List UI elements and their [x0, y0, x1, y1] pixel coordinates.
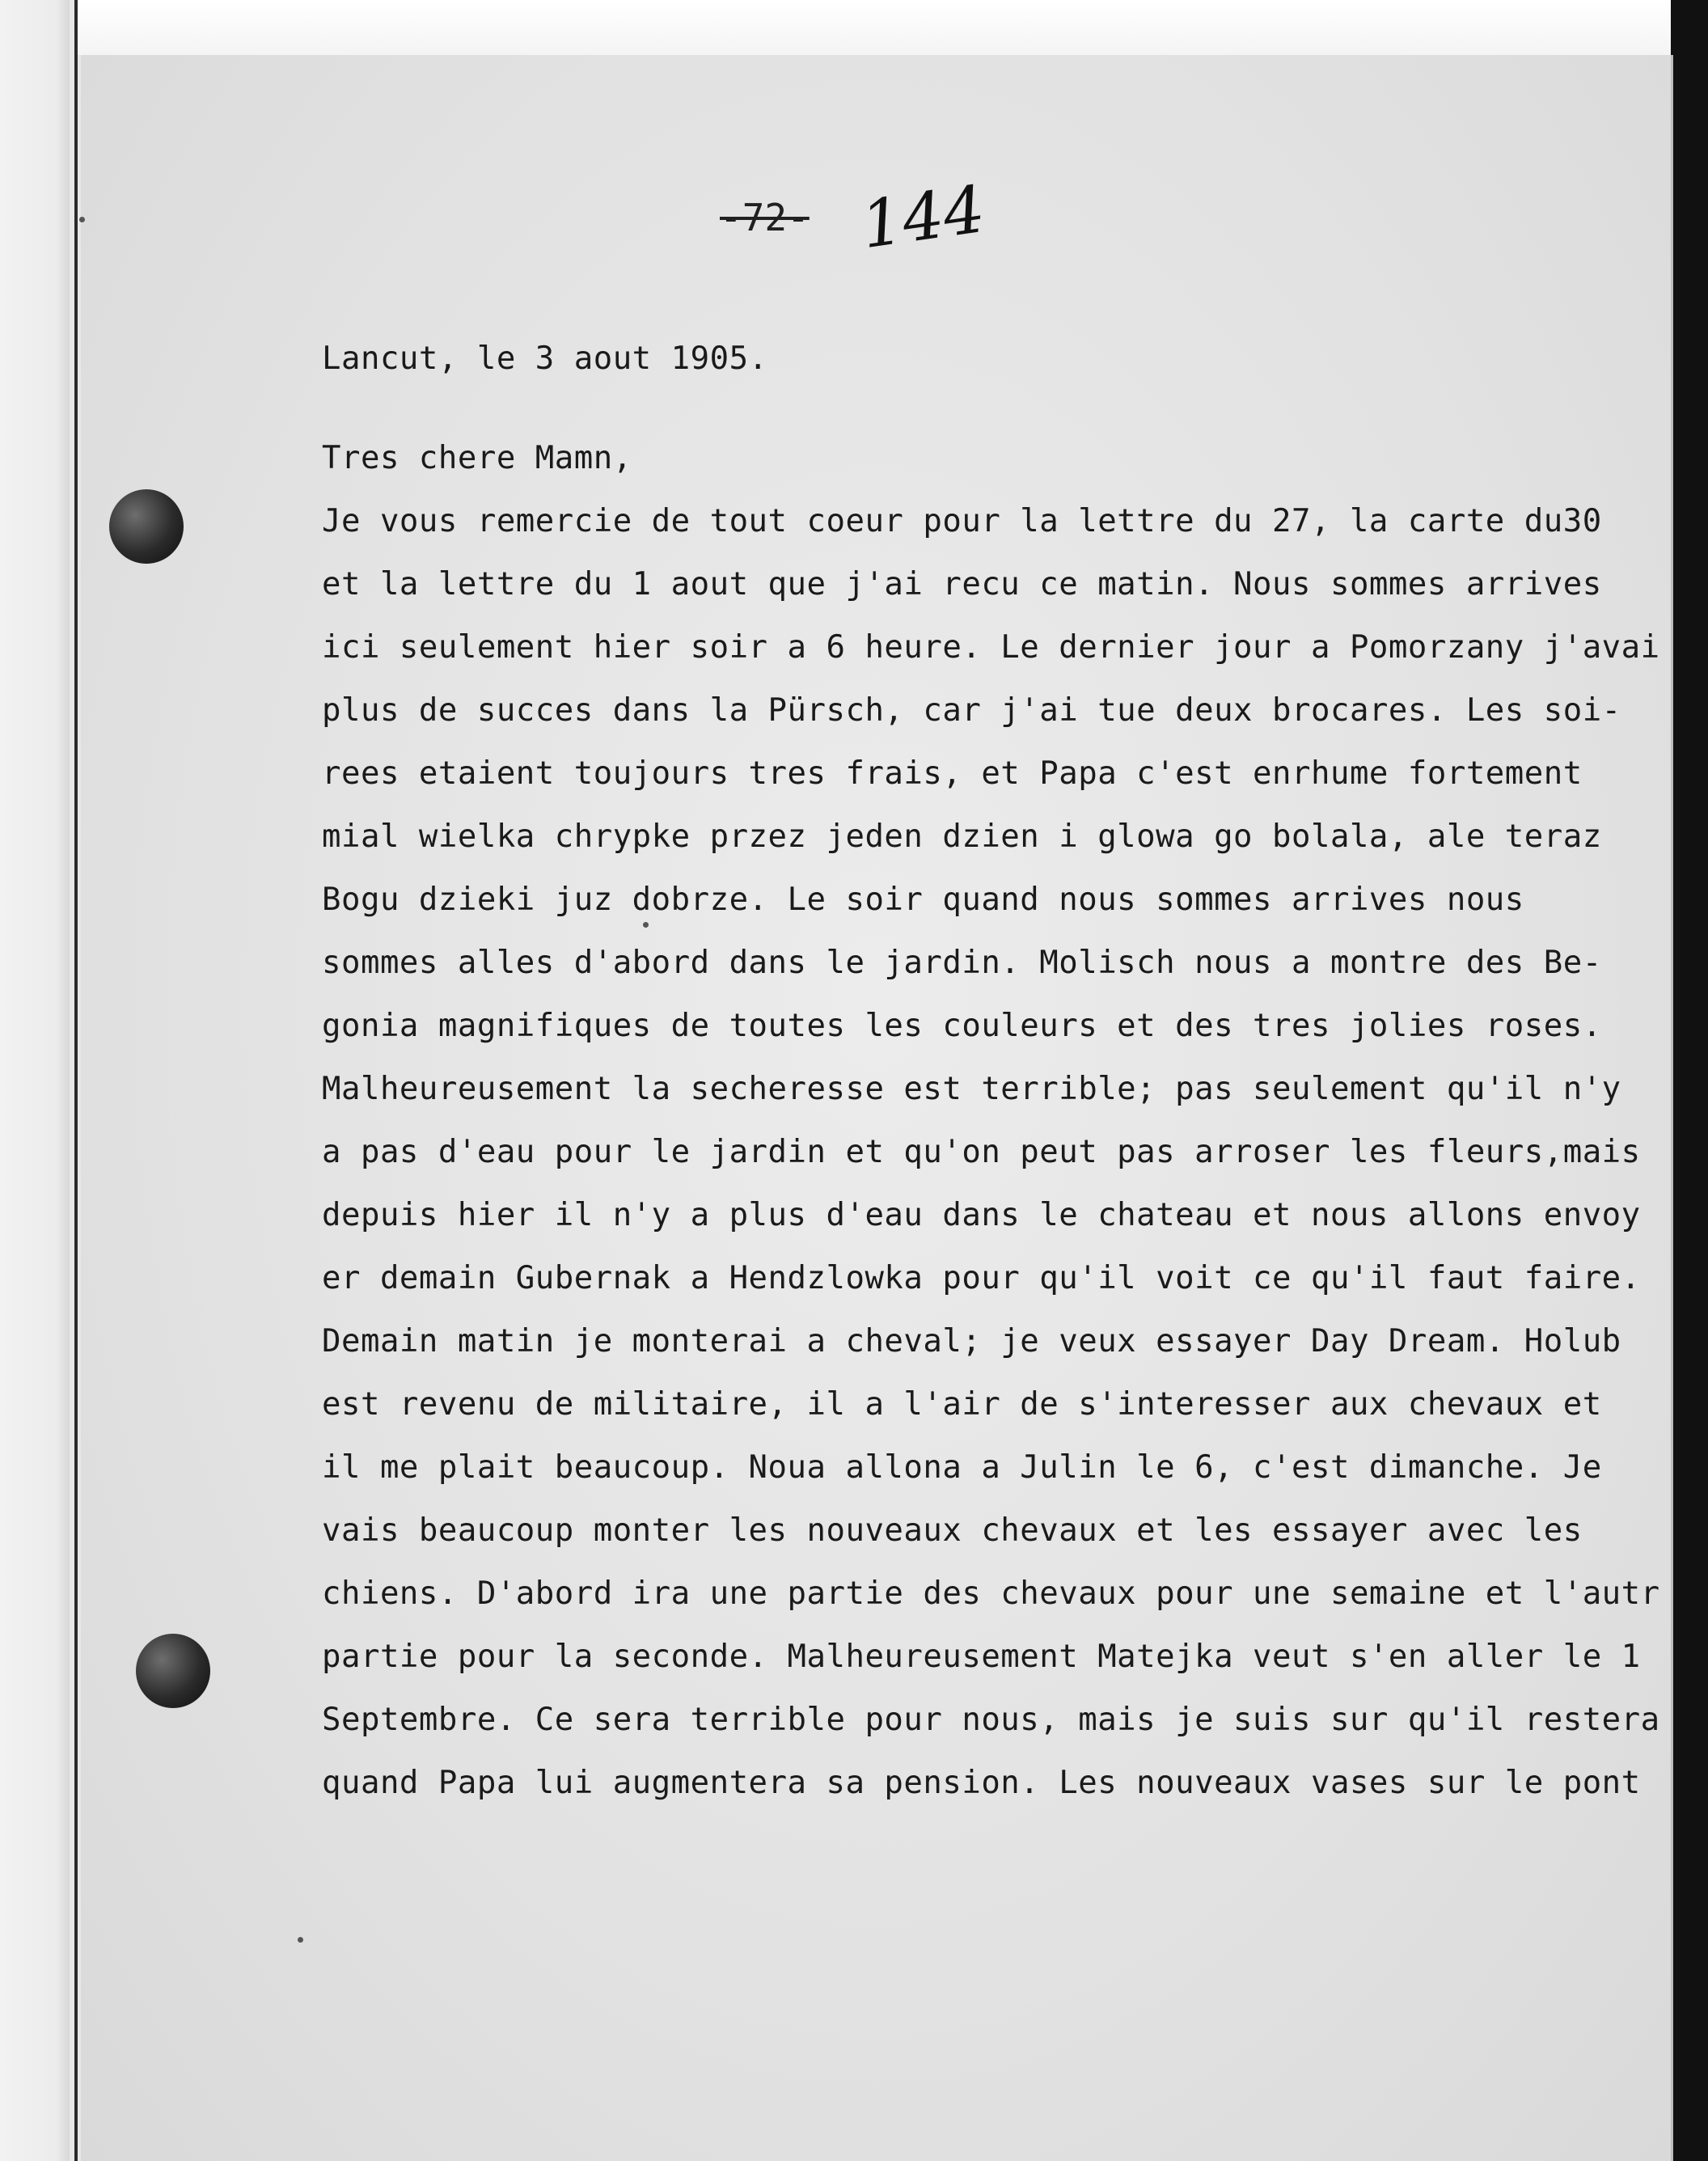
page-number-area — [720, 171, 990, 264]
body-line: gonia magnifiques de toutes les couleurs et des tres jolies roses. — [322, 1008, 1602, 1044]
punch-hole-top — [109, 489, 184, 564]
body-line: a pas d'eau pour le jardin et qu'on peut pas arroser les fleurs,mais — [322, 1134, 1641, 1170]
body-line: plus de succes dans la Pürsch, car j'ai tue deux brocares. Les soi- — [322, 692, 1621, 729]
body-line: vais beaucoup monter les nouveaux chevaux et les essayer avec les — [322, 1512, 1583, 1549]
body-line: Malheureusement la secheresse est terrible; pas seulement qu'il n'y — [322, 1071, 1621, 1107]
paper-speck — [79, 217, 85, 222]
handwritten-page-number: 144 — [856, 171, 990, 264]
dateline: Lancut, le 3 aout 1905. — [322, 340, 768, 377]
right-scan-edge — [1671, 0, 1708, 2161]
body-line: est revenu de militaire, il a l'air de s'interesser aux chevaux et — [322, 1386, 1602, 1423]
body-line: mial wielka chrypke przez jeden dzien i glowa go bolala, ale teraz — [322, 818, 1602, 855]
body-line: Bogu dzieki juz dobrze. Le soir quand nous sommes arrives nous — [322, 882, 1524, 918]
body-line: il me plait beaucoup. Noua allona a Julin le 6, c'est dimanche. Je — [322, 1449, 1602, 1486]
top-scan-edge — [78, 0, 1708, 55]
body-line: Septembre. Ce sera terrible pour nous, mais je suis sur qu'il restera — [322, 1702, 1660, 1738]
body-line: rees etaient toujours tres frais, et Papa c'est enrhume fortement — [322, 755, 1583, 792]
left-margin-edge — [74, 0, 78, 2161]
body-line: er demain Gubernak a Hendzlowka pour qu'il voit ce qu'il faut faire. — [322, 1260, 1641, 1296]
body-line: depuis hier il n'y a plus d'eau dans le chateau et nous allons envoy — [322, 1197, 1641, 1233]
body-line: Demain matin je monterai a cheval; je veux essayer Day Dream. Holub — [322, 1323, 1621, 1360]
letter-body — [322, 328, 1664, 1815]
left-scan-margin — [0, 0, 70, 2161]
body-line: Je vous remercie de tout coeur pour la lettre du 27, la carte du30 — [322, 503, 1602, 539]
paper-speck — [298, 1937, 303, 1943]
salutation: Tres chere Mamn, — [322, 440, 632, 476]
body-line: partie pour la seconde. Malheureusement Matejka veut s'en aller le 1 — [322, 1639, 1641, 1675]
body-line: et la lettre du 1 aout que j'ai recu ce matin. Nous sommes arrives — [322, 566, 1602, 603]
typed-page-number: -72- — [720, 195, 810, 239]
punch-hole-bottom — [136, 1634, 210, 1708]
body-line: quand Papa lui augmentera sa pension. Les nouveaux vases sur le pont — [322, 1765, 1641, 1801]
body-line: chiens. D'abord ira une partie des chevaux pour une semaine et l'autr — [322, 1575, 1660, 1612]
body-line: sommes alles d'abord dans le jardin. Molisch nous a montre des Be- — [322, 945, 1602, 981]
body-line: ici seulement hier soir a 6 heure. Le dernier jour a Pomorzany j'avai — [322, 629, 1660, 666]
